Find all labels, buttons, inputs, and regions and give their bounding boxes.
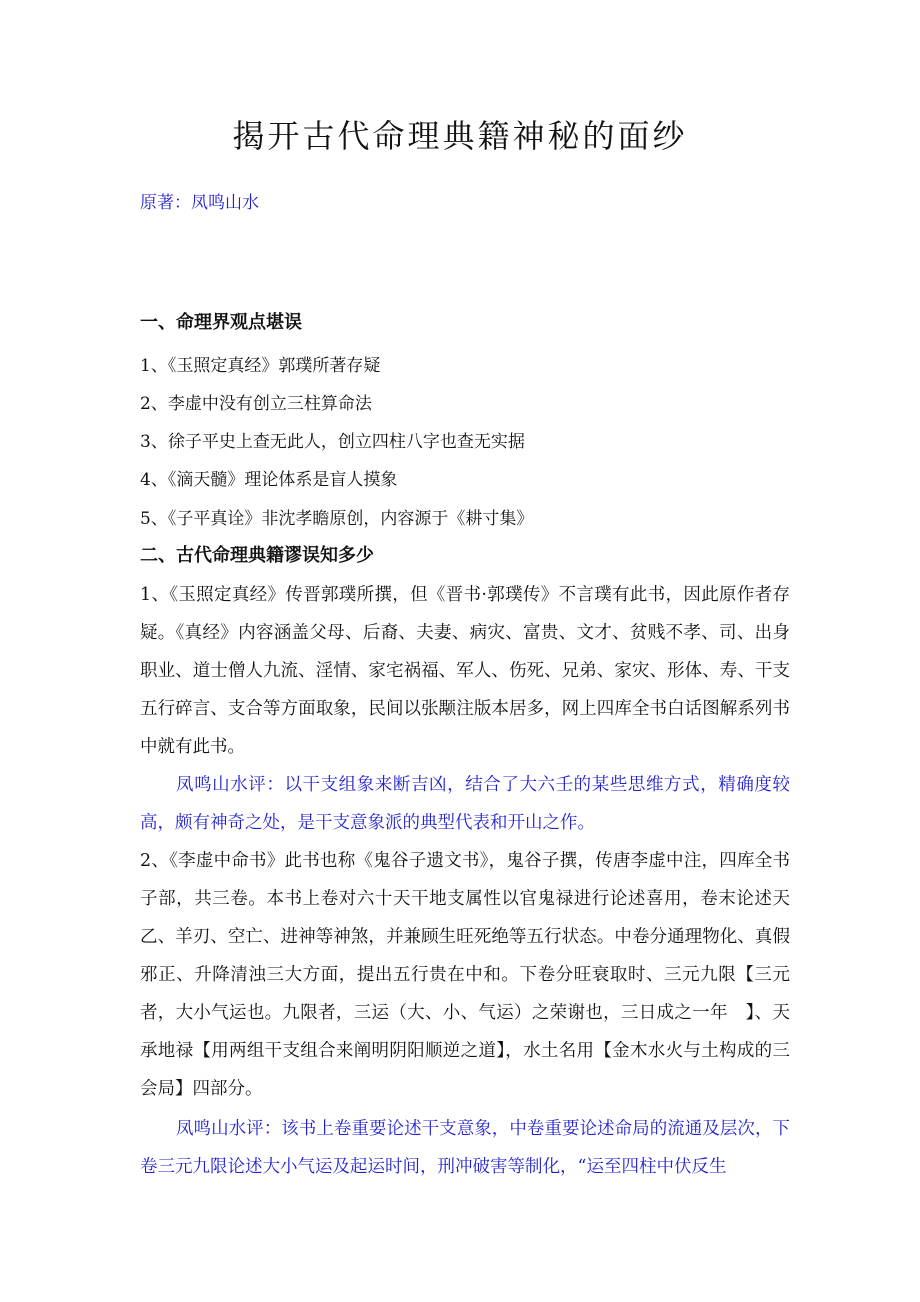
- section-1-item: 4、《滴天髓》理论体系是盲人摸象: [140, 470, 398, 490]
- section-1-item: 1、《玉照定真经》郭璞所著存疑: [140, 356, 381, 376]
- section-1-item: 5、《子平真诠》非沈孝瞻原创，内容源于《耕寸集》: [140, 509, 534, 529]
- section-1-heading: 一、命理界观点堪误: [140, 312, 302, 333]
- document-title: 揭开古代命理典籍神秘的面纱: [232, 117, 688, 155]
- section-1-item: 2、李虚中没有创立三柱算命法: [140, 394, 372, 414]
- section-2-heading: 二、古代命理典籍谬误知多少: [140, 545, 374, 566]
- section-2-paragraph: 2、《李虚中命书》此书也称《鬼谷子遗文书》，鬼谷子撰，传唐李虚中注，四库全书子部，共三卷。本书上卷对六十天干地支属性以官鬼禄进行论述喜用，卷末论述天乙、羊刃、空亡、进神等神煞，并兼顾生旺死绝等五行状态。中卷分通理物化、真假邪正、升降清浊三大方面，提出五行贵在中和。下卷分旺衰取时、三元九限【三元者，大小气运也。九限者，三运（大、小、气运）之荣谢也，三日成之一年 】、天承地禄【用两组干支组合来阐明阴阳顺逆之道】，水土名用【金木水火与土构成的三会局】四部分。: [140, 851, 790, 1099]
- review-paragraph: 凤鸣山水评：该书上卷重要论述干支意象，中卷重要论述命局的流通及层次，下卷三元九限论述大小气运及起运时间，刑冲破害等制化，“运至四柱中伏反生: [140, 1119, 790, 1177]
- section-1-item: 3、徐子平史上查无此人，创立四柱八字也查无实据: [140, 432, 525, 452]
- author-line: 原著：凤鸣山水: [140, 193, 259, 213]
- section-2-paragraph: 1、《玉照定真经》传晋郭璞所撰，但《晋书·郭璞传》不言璞有此书，因此原作者存疑。《真经》内容涵盖父母、后裔、夫妻、病灾、富贵、文才、贫贱不孝、司、出身职业、道士僧人九流、淫情、家宅祸福、军人、伤死、兄弟、家灾、形体、寿、干支五行碎言、支合等方面取象，民间以张颙注版本居多，网上四库全书白话图解系列书中就有此书。: [140, 585, 790, 757]
- review-paragraph: 凤鸣山水评：以干支组象来断吉凶，结合了大六壬的某些思维方式，精确度较高，颇有神奇之处，是干支意象派的典型代表和开山之作。: [140, 775, 790, 833]
